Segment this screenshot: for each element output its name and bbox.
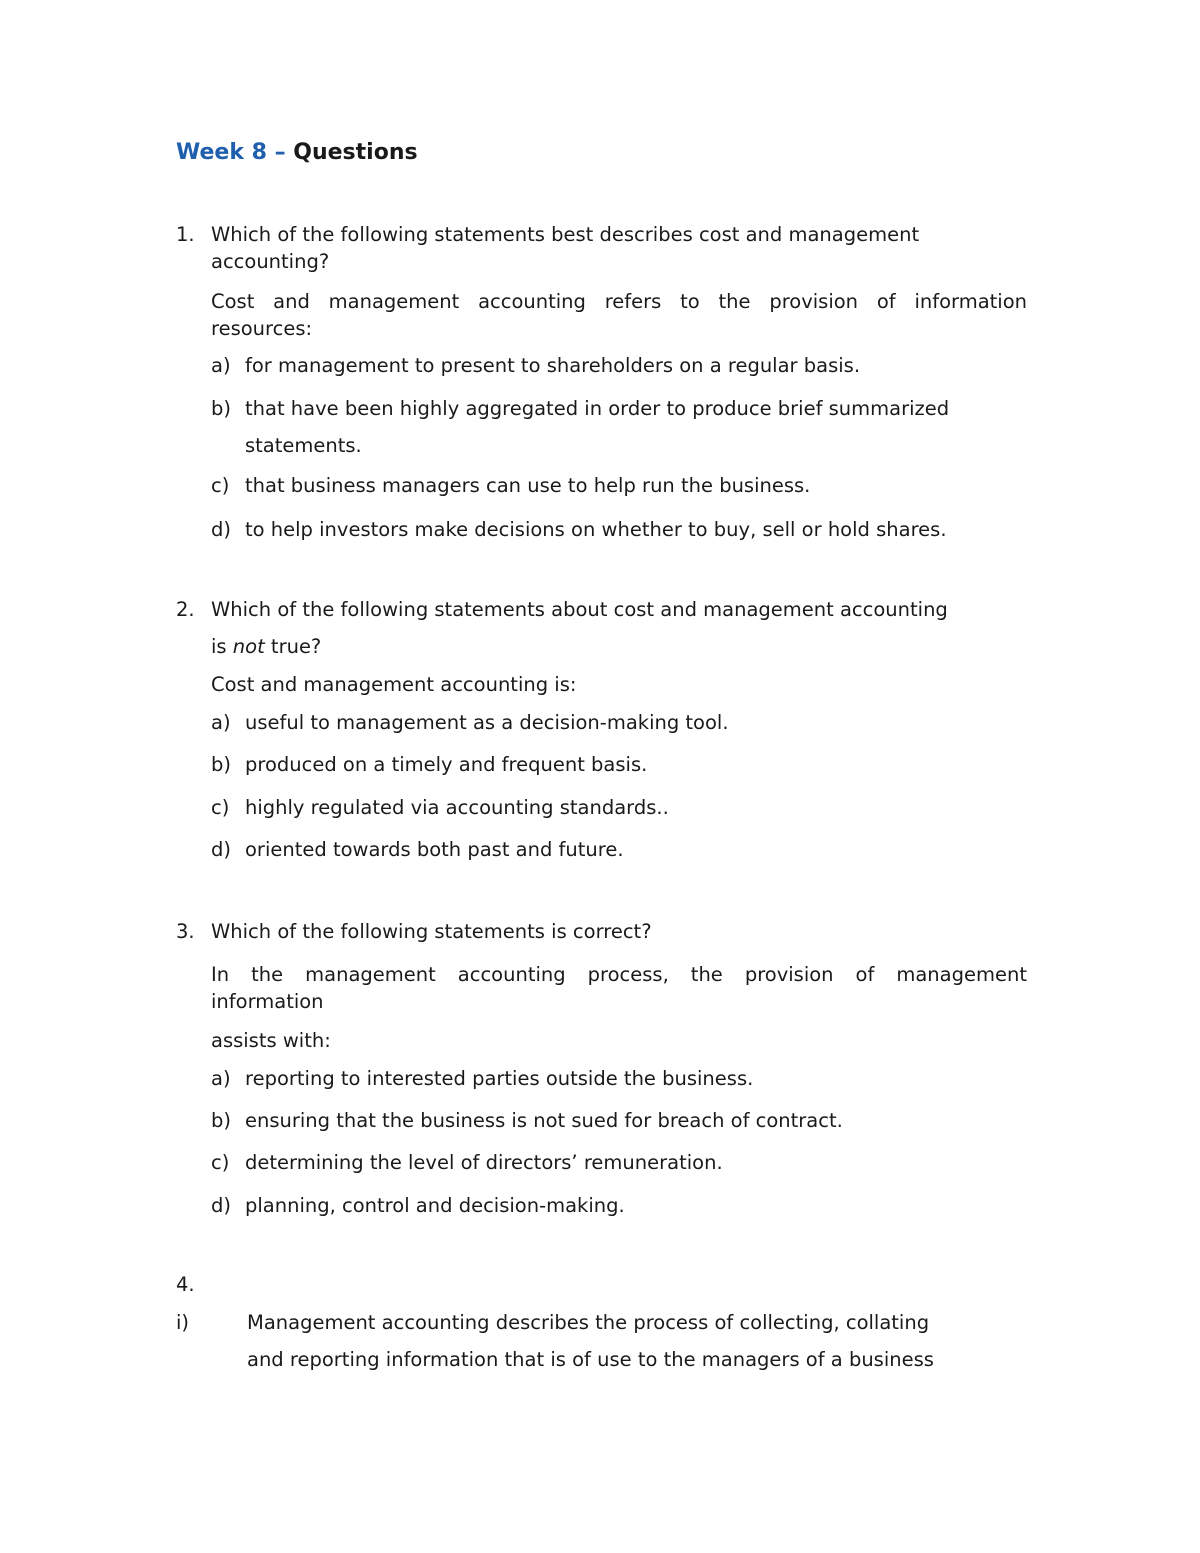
question-stem — [211, 961, 1027, 1015]
question-text-line: Which of the following statements about cost and management accounting — [211, 598, 948, 621]
question-stem — [211, 288, 1027, 342]
title-dash: – — [274, 140, 286, 165]
title-questions: Questions — [293, 140, 418, 165]
question-text-line — [211, 634, 321, 660]
question-text-segment: true? — [264, 635, 322, 658]
question-stem: Cost and management accounting is: — [211, 673, 577, 696]
question-number: 1. — [176, 223, 195, 246]
option-letter: b) — [211, 397, 231, 420]
option-text-continued: statements. — [245, 434, 362, 457]
question-text-line: Which of the following statements best describes cost and management — [211, 223, 920, 246]
option-letter: a) — [211, 1067, 231, 1090]
question-text-line: Which of the following statements is correct? — [211, 920, 652, 943]
stem-line: resources: — [211, 317, 313, 340]
question-text-emphasis: not — [232, 635, 265, 658]
option-text: that have been highly aggregated in order to produce brief summarized — [245, 397, 950, 420]
item-numeral: i) — [176, 1311, 190, 1334]
title-week: Week 8 — [176, 140, 267, 165]
option-letter: b) — [211, 753, 231, 776]
stem-line: information — [211, 990, 324, 1013]
option-letter: d) — [211, 838, 231, 861]
page-title — [176, 140, 418, 165]
stem-line: assists with: — [211, 1029, 331, 1052]
option-letter: c) — [211, 1151, 230, 1174]
item-text-line: and reporting information that is of use to the managers of a business — [247, 1348, 934, 1371]
option-text: that business managers can use to help run the business. — [245, 474, 811, 497]
question-number: 2. — [176, 598, 195, 621]
question-number: 3. — [176, 920, 195, 943]
option-letter: d) — [211, 1194, 231, 1217]
option-text: oriented towards both past and future. — [245, 838, 624, 861]
question-text-line: accounting? — [211, 250, 330, 273]
option-text: planning, control and decision-making. — [245, 1194, 625, 1217]
option-text: to help investors make decisions on whether to buy, sell or hold shares. — [245, 518, 947, 541]
option-letter: c) — [211, 796, 230, 819]
option-letter: d) — [211, 518, 231, 541]
option-text: reporting to interested parties outside the business. — [245, 1067, 754, 1090]
option-letter: b) — [211, 1109, 231, 1132]
option-letter: a) — [211, 711, 231, 734]
question-text-segment: is — [211, 635, 233, 658]
option-text: for management to present to shareholders on a regular basis. — [245, 354, 861, 377]
option-text: useful to management as a decision-making tool. — [245, 711, 729, 734]
stem-line: Cost and management accounting refers to the provision of information — [211, 290, 1027, 313]
question-number: 4. — [176, 1273, 195, 1296]
option-letter: a) — [211, 354, 231, 377]
option-letter: c) — [211, 474, 230, 497]
stem-line: In the management accounting process, the provision of management — [211, 963, 1027, 986]
option-text: produced on a timely and frequent basis. — [245, 753, 648, 776]
option-text: highly regulated via accounting standards.. — [245, 796, 669, 819]
option-text: determining the level of directors’ remuneration. — [245, 1151, 723, 1174]
option-text: ensuring that the business is not sued for breach of contract. — [245, 1109, 843, 1132]
item-text-line: Management accounting describes the process of collecting, collating — [247, 1311, 930, 1334]
